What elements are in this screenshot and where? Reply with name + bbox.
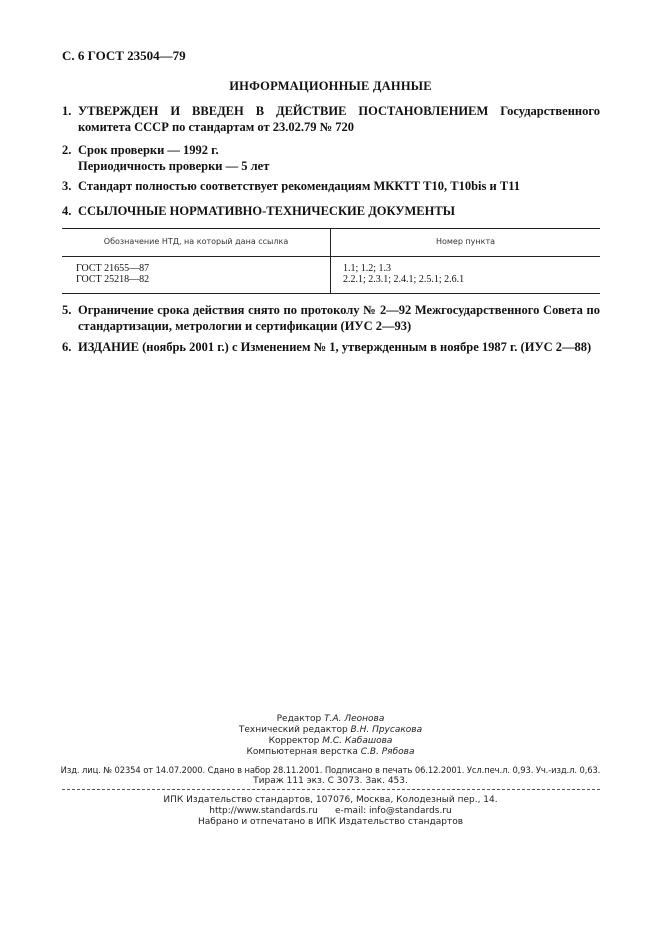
reference-table — [62, 228, 600, 294]
item-text-review-date: Срок проверки — 1992 г. — [78, 143, 219, 157]
table-cell-doc: ГОСТ 25218—82 — [76, 274, 150, 285]
item-number: 4. — [62, 204, 72, 218]
credit-layout — [0, 747, 661, 758]
page-header: С. 6 ГОСТ 23504—79 — [62, 48, 186, 63]
item-number: 3. — [62, 179, 72, 193]
publisher-printed-note: Набрано и отпечатано в ИПК Издательство стандартов — [198, 817, 463, 827]
imprint-line-1: Изд. лиц. № 02354 от 14.07.2000. Сдано в набор 28.11.2001. Подписано в печать 06.12.2001. Усл.печ.л. 0,93. Уч.-изд.л. 0,63. — [60, 765, 601, 775]
item-number: 1. — [62, 104, 72, 118]
item-text-review-period: Периодичность проверки — 5 лет — [78, 159, 270, 173]
credit-role: Технический редактор — [238, 725, 348, 735]
table-rule-bottom — [62, 293, 600, 294]
table-cell-doc: ГОСТ 21655—87 — [76, 263, 150, 274]
item-text: Ограничение срока действия снято по протоколу № 2—92 Межгосударственного Совета по стандартизации, метрологии и сертификации (ИУС 2—93) — [78, 303, 600, 333]
publisher-contacts — [0, 806, 661, 817]
info-item-3 — [62, 178, 600, 194]
credit-proofreader — [0, 736, 661, 747]
credit-name: С.В. Рябова — [360, 747, 415, 757]
info-item-6 — [62, 339, 600, 355]
footer-divider — [62, 789, 600, 790]
credit-role: Редактор — [276, 714, 322, 724]
credit-editor — [0, 714, 661, 725]
item-text: ИЗДАНИЕ (ноябрь 2001 г.) с Изменением № 1, утвержденным в ноябре 1987 г. (ИУС 2—88) — [78, 340, 592, 354]
info-item-1 — [62, 103, 600, 135]
publisher-website: http://www.standards.ru — [209, 806, 318, 816]
item-text: УТВЕРЖДЕН И ВВЕДЕН В ДЕЙСТВИЕ ПОСТАНОВЛЕНИЕМ Государственного комитета СССР по стандартам от 23.02.79 № 720 — [78, 104, 600, 134]
credit-role: Корректор — [268, 736, 320, 746]
credit-name: В.Н. Прусакова — [350, 725, 423, 735]
publisher-email: e-mail: info@standards.ru — [335, 806, 452, 816]
credit-name: Т.А. Леонова — [324, 714, 385, 724]
table-cell-clauses: 2.2.1; 2.3.1; 2.4.1; 2.5.1; 2.6.1 — [343, 274, 465, 285]
credit-role: Компьютерная верстка — [246, 747, 358, 757]
table-rule-top — [62, 228, 600, 229]
credit-tech-editor — [0, 725, 661, 736]
credit-name: М.С. Кабашова — [322, 736, 393, 746]
item-text: Стандарт полностью соответствует рекомендациям МККТТ Т10, Т10bis и Т11 — [78, 179, 520, 193]
info-item-2 — [62, 142, 600, 174]
imprint-line-2: Тираж 111 экз. С 3073. Зак. 453. — [253, 776, 408, 786]
publisher-address: ИПК Издательство стандартов, 107076, Москва, Колодезный пер., 14. — [163, 795, 498, 805]
table-rule-header — [62, 256, 600, 257]
item-text: ССЫЛОЧНЫЕ НОРМАТИВНО-ТЕХНИЧЕСКИЕ ДОКУМЕНТЫ — [78, 204, 455, 218]
info-item-5 — [62, 302, 600, 334]
table-cell-clauses: 1.1; 1.2; 1.3 — [343, 263, 392, 274]
item-number: 6. — [62, 340, 72, 354]
table-header-clause: Номер пункта — [435, 237, 496, 246]
item-number: 5. — [62, 303, 72, 317]
table-header-document: Обозначение НТД, на который дана ссылка — [103, 237, 289, 246]
info-item-4 — [62, 203, 600, 219]
section-title: ИНФОРМАЦИОННЫЕ ДАННЫЕ — [229, 79, 432, 93]
item-number: 2. — [62, 143, 72, 157]
